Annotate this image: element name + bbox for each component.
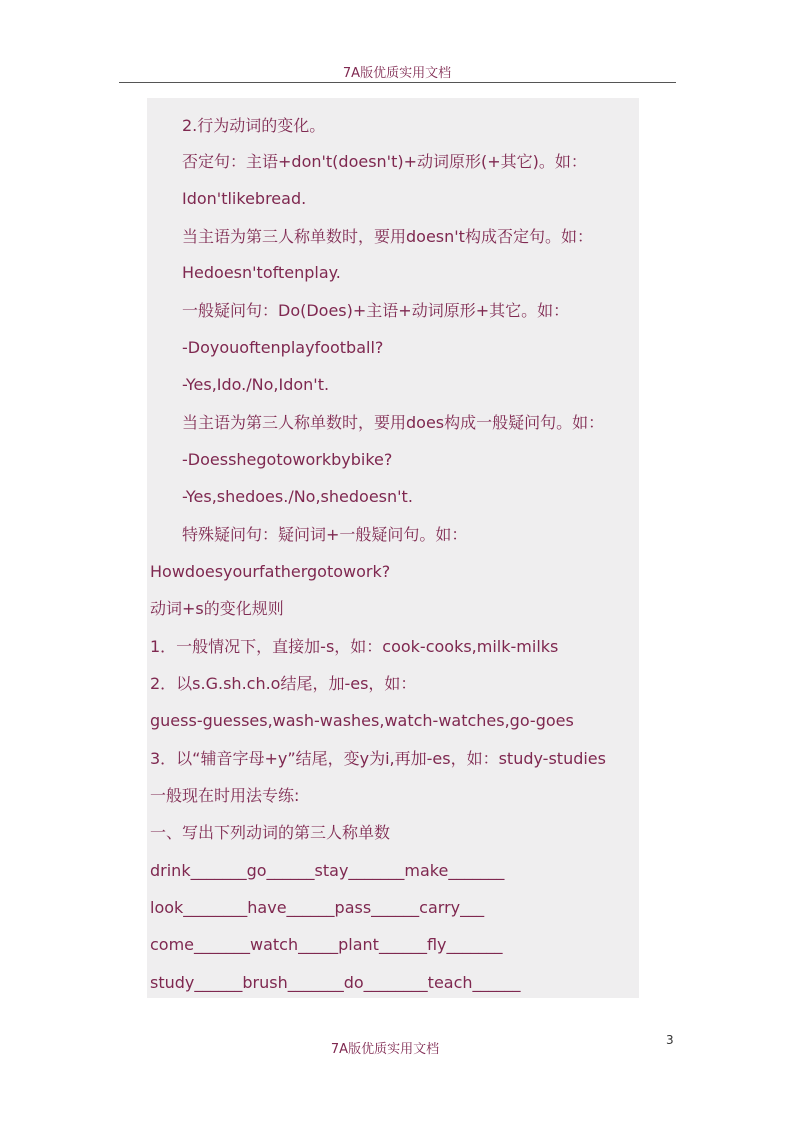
page-number: 3 (666, 1033, 674, 1047)
text-line: 2.行为动词的变化。 (182, 116, 326, 135)
text-line: 动词+s的变化规则 (150, 599, 284, 618)
text-line: Hedoesn'toftenplay. (182, 263, 341, 282)
text-line: Howdoesyourfathergotowork? (150, 562, 391, 581)
text-line: come_______watch_____plant______fly_______ (150, 935, 503, 954)
text-line: -Yes,Ido./No,Idon't. (182, 375, 330, 394)
text-line: -Doyouoftenplayfootball? (182, 338, 384, 357)
text-line: 否定句：主语+don't(doesn't)+动词原形(+其它)。如： (182, 152, 587, 171)
text-line: 2．以s.G.sh.ch.o结尾，加-es，如： (150, 674, 417, 693)
text-line: -Doesshegotoworkbybike? (182, 450, 393, 469)
page-footer: 7A版优质实用文档 (330, 1042, 440, 1057)
text-line: 特殊疑问句：疑问词+一般疑问句。如： (182, 525, 468, 544)
text-line: 当主语为第三人称单数时，要用does构成一般疑问句。如： (182, 413, 605, 432)
text-line: 一、写出下列动词的第三人称单数 (150, 823, 391, 842)
header-divider (119, 82, 676, 83)
text-line: guess-guesses,wash-washes,watch-watches,go-goes (150, 711, 574, 730)
page-header: 7A版优质实用文档 (342, 66, 452, 81)
text-line: 1．一般情况下，直接加-s，如：cook-cooks,milk-milks (150, 637, 559, 656)
text-line: 一般现在时用法专练: (150, 786, 300, 805)
text-line: 3．以“辅音字母+y”结尾，变y为i,再加-es，如：study-studies (150, 749, 606, 768)
text-line: 当主语为第三人称单数时，要用doesn't构成否定句。如： (182, 227, 593, 246)
text-line: study______brush_______do________teach______ (150, 973, 521, 992)
text-line: drink_______go______stay_______make_______ (150, 861, 505, 880)
text-line: look________have______pass______carry___ (150, 898, 485, 917)
text-line: -Yes,shedoes./No,shedoesn't. (182, 487, 413, 506)
text-line: 一般疑问句：Do(Does)+主语+动词原形+其它。如： (182, 301, 570, 320)
text-line: Idon'tlikebread. (182, 189, 307, 208)
